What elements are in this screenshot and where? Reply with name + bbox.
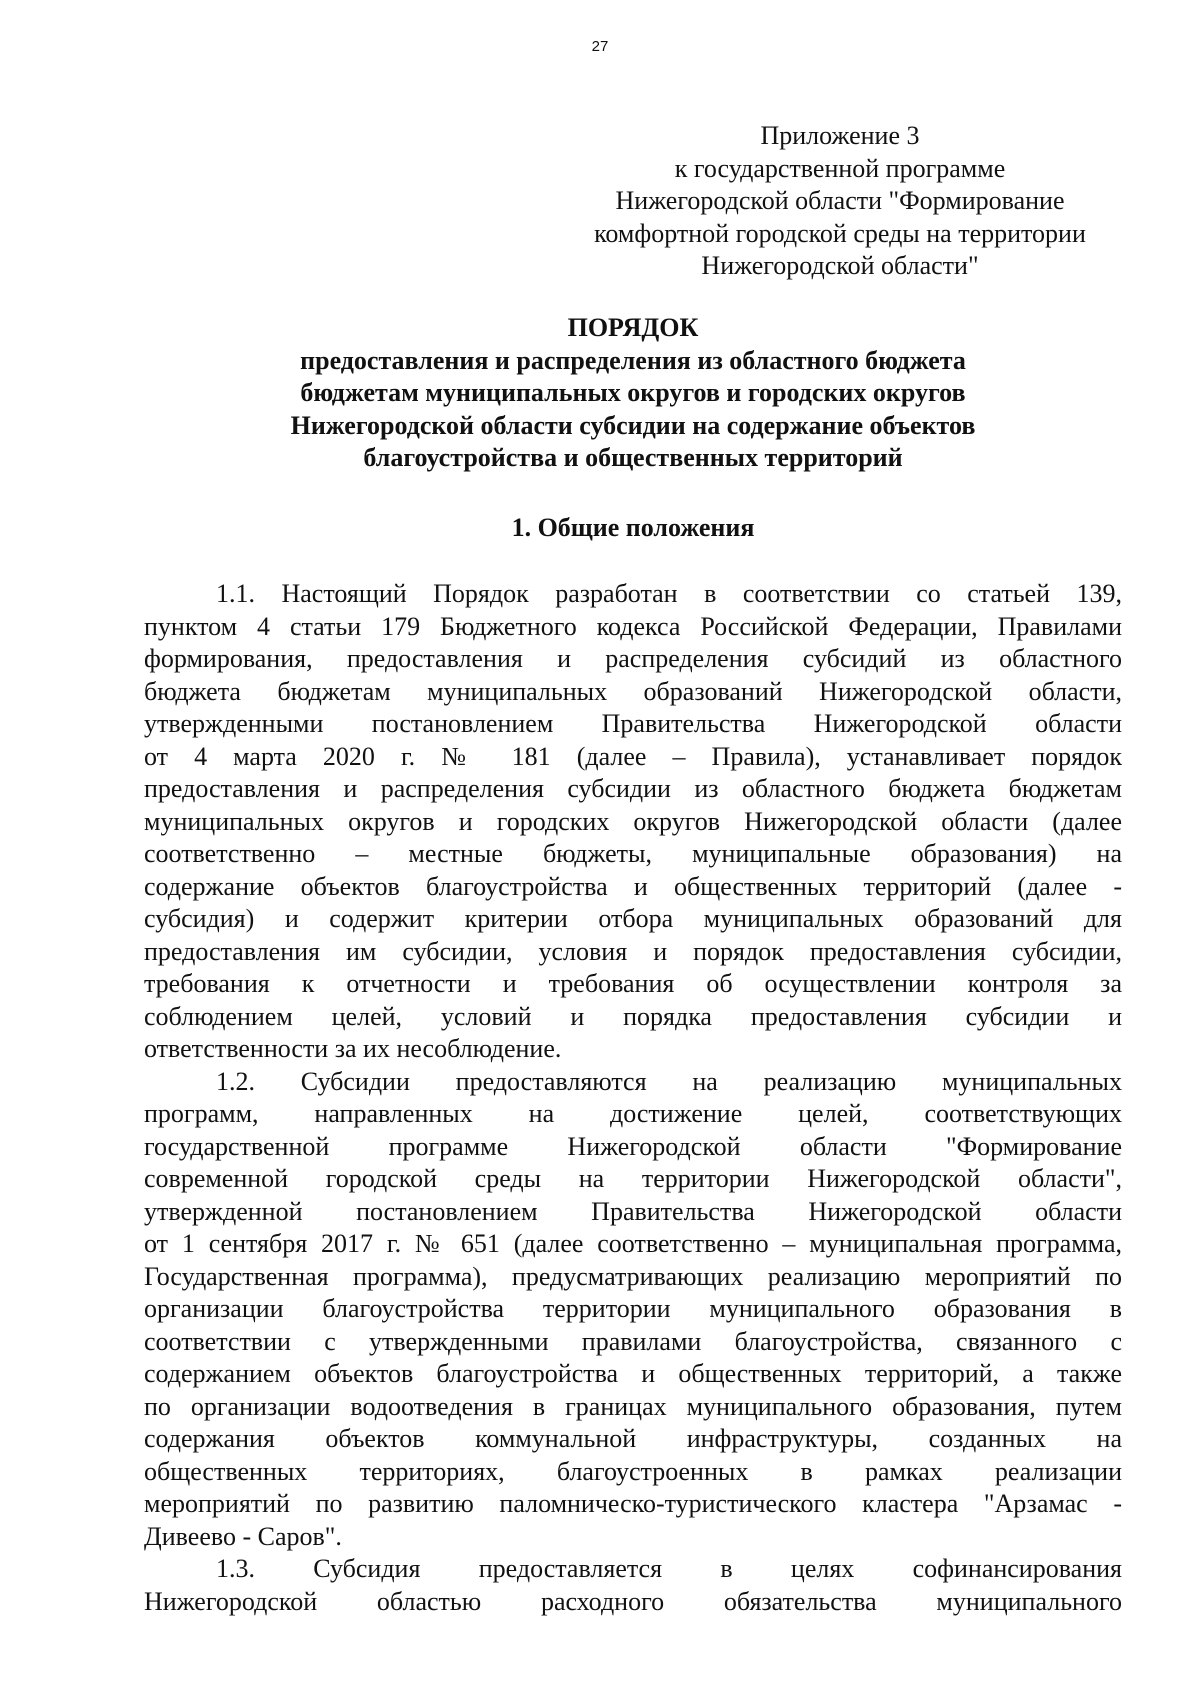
text-line: утвержденной постановлением Правительства Нижегородской области	[144, 1196, 1122, 1226]
text-line: 1.2. Субсидии предоставляются на реализацию муниципальных	[216, 1066, 1122, 1096]
paragraph-1-3	[144, 1553, 1122, 1618]
text-line: организации благоустройства территории муниципального образования в	[144, 1294, 1122, 1323]
text-line: 1.1. Настоящий Порядок разработан в соответствии со статьей 139,	[216, 579, 1122, 608]
text-line: бюджета бюджетам муниципальных образований Нижегородской области,	[144, 676, 1122, 706]
appendix-block	[560, 120, 1120, 283]
title-line: Нижегородской области субсидии на содержание объектов	[290, 410, 976, 440]
text-line: муниципальных округов и городских округов Нижегородской области (далее	[144, 806, 1122, 836]
paragraph-1-2	[144, 1066, 1122, 1554]
text-line: государственной программе Нижегородской области "Формирование	[144, 1131, 1122, 1161]
text-line: соответственно – местные бюджеты, муниципальные образования) на	[144, 839, 1122, 868]
text-line: предоставления и распределения субсидии из областного бюджета бюджетам	[144, 774, 1122, 803]
text-line: пунктом 4 статьи 179 Бюджетного кодекса Российской Федерации, Правилами	[144, 611, 1122, 641]
text-line: Государственная программа), предусматривающих реализацию мероприятий по	[144, 1261, 1122, 1291]
text-line: субсидия) и содержит критерии отбора муниципальных образований для	[144, 904, 1122, 933]
appendix-line: Приложение 3	[760, 121, 920, 150]
section-heading: 1. Общие положения	[511, 513, 755, 542]
title-line: благоустройства и общественных территорий	[363, 443, 903, 472]
text-line: ответственности за их несоблюдение.	[144, 1034, 562, 1063]
text-line: от 1 сентября 2017 г. № 651 (далее соответственно – муниципальная программа,	[144, 1229, 1122, 1258]
appendix-line: комфортной городской среды на территории	[594, 218, 1086, 248]
document-body	[144, 578, 1122, 1618]
text-line: предоставления им субсидии, условия и порядок предоставления субсидии,	[144, 936, 1122, 966]
text-line: содержание объектов благоустройства и общественных территорий (далее -	[144, 871, 1122, 901]
text-line: 1.3. Субсидия предоставляется в целях софинансирования	[216, 1554, 1122, 1583]
text-line: Нижегородской областью расходного обязательства муниципального	[144, 1586, 1122, 1616]
text-line: содержанием объектов благоустройства и общественных территорий, а также	[144, 1359, 1122, 1388]
appendix-line: Нижегородской области"	[701, 251, 979, 280]
page-number: 27	[591, 38, 609, 55]
appendix-line: к государственной программе	[674, 153, 1006, 183]
text-line: соблюдением целей, условий и порядка предоставления субсидии и	[144, 1001, 1122, 1031]
appendix-line: Нижегородской области "Формирование	[615, 186, 1065, 215]
document-title	[144, 312, 1122, 475]
text-line: соответствии с утвержденными правилами благоустройства, связанного с	[144, 1326, 1122, 1356]
text-line: по организации водоотведения в границах муниципального образования, путем	[144, 1391, 1122, 1421]
text-line: программ, направленных на достижение целей, соответствующих	[144, 1099, 1122, 1128]
text-line: мероприятий по развитию паломническо-туристического кластера "Арзамас -	[144, 1489, 1122, 1518]
text-line: формирования, предоставления и распределения субсидий из областного	[144, 644, 1122, 673]
text-line: общественных территориях, благоустроенных в рамках реализации	[144, 1456, 1122, 1486]
text-line: содержания объектов коммунальной инфраструктуры, созданных на	[144, 1424, 1122, 1453]
text-line: Дивеево - Саров".	[144, 1521, 342, 1551]
text-line: утвержденными постановлением Правительства Нижегородской области	[144, 709, 1122, 738]
text-line: современной городской среды на территории Нижегородской области",	[144, 1164, 1122, 1193]
text-line: от 4 марта 2020 г. № 181 (далее – Правила), устанавливает порядок	[144, 741, 1122, 771]
text-line: требования к отчетности и требования об осуществлении контроля за	[144, 969, 1122, 998]
title-line: бюджетам муниципальных округов и городских округов	[300, 378, 966, 407]
paragraph-1-1	[144, 578, 1122, 1066]
title-heading: ПОРЯДОК	[567, 313, 699, 342]
title-line: предоставления и распределения из областного бюджета	[300, 345, 966, 375]
